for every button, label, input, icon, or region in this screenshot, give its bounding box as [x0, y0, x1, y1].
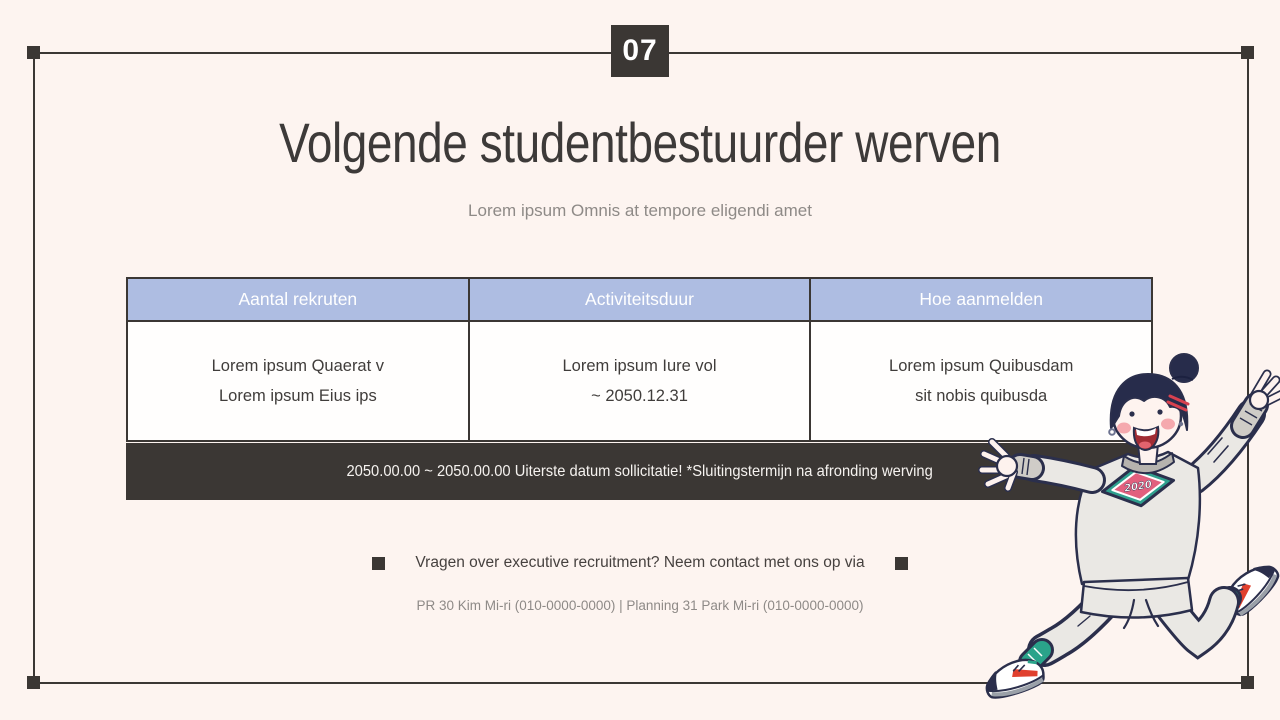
table-cell-duur — [468, 322, 810, 440]
contact-details-line: PR 30 Kim Mi-ri (010-0000-0000) | Planning 31 Park Mi-ri (010-0000-0000) — [416, 598, 864, 613]
cell-line: ~ 2050.12.31 — [591, 387, 688, 405]
frame-corner-bottom-left — [27, 676, 40, 689]
svg-text:2020: 2020 — [1123, 479, 1153, 495]
column-header-aantal-rekruten: Aantal rekruten — [238, 289, 358, 309]
cell-line: sit nobis quibusda — [915, 387, 1048, 405]
page-title: Volgende studentbestuurder werven — [279, 111, 1001, 174]
contact-question-text: Vragen over executive recruitment? Neem contact met ons op via — [415, 554, 865, 571]
bullet-square-icon — [895, 557, 908, 570]
cell-line: Lorem ipsum Iure vol — [562, 357, 717, 375]
bullet-square-icon — [372, 557, 385, 570]
table-header-row — [126, 277, 1153, 322]
frame-corner-top-left — [27, 46, 40, 59]
jumping-student-illustration — [962, 350, 1280, 720]
deadline-notice-text: 2050.00.00 ~ 2050.00.00 Uiterste datum sollicitatie! *Sluitingstermijn na afronding werving — [346, 462, 933, 480]
cell-line: Lorem ipsum Quaerat v — [211, 357, 385, 375]
cell-line: Lorem ipsum Eius ips — [218, 387, 377, 405]
frame-corner-top-right — [1241, 46, 1254, 59]
slide-number-badge: 07 — [611, 25, 669, 77]
page-subtitle: Lorem ipsum Omnis at tempore eligendi amet — [468, 201, 812, 220]
column-header-activiteitsduur: Activiteitsduur — [468, 279, 810, 320]
table-cell-aantal — [128, 322, 468, 440]
cell-line: Lorem ipsum Quibusdam — [889, 357, 1074, 375]
column-header-hoe-aanmelden: Hoe aanmelden — [809, 279, 1151, 320]
